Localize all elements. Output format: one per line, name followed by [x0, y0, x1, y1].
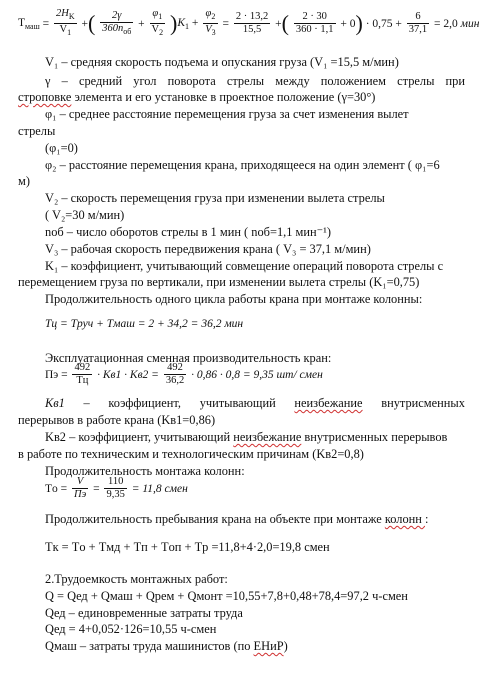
fraction: $\frac{492}{36,2}$: [165, 362, 185, 386]
definition-gamma-line2: строповке элемента и его установке в проектное положение (γ=30°): [18, 90, 376, 104]
cycle-heading: Продолжительность одного цикла работы крана при монтаже колонны:: [45, 292, 423, 306]
definition-v2-line2: ( V₂=30 м/мин): [45, 208, 125, 222]
fraction: $\frac{2 \cdot 30}{360 \cdot 1,1}$: [295, 11, 334, 35]
definition-gamma-line1: γ – средний угол поворота стрелы между положением стрелы при: [45, 74, 465, 88]
definition-nob: nоб – число оборотов стрелы в 1 мин ( nоб=1,1 мин⁻¹): [45, 225, 332, 239]
labor-heading: 2.Трудоемкость монтажных работ:: [45, 572, 228, 586]
definition-v3: V₃ – рабочая скорость передвижения крана ( V₃ = 37,1 м/мин): [45, 242, 371, 256]
definition-k1-line1: K₁ – коэффициент, учитывающий совмещение операций поворота стрелы с: [45, 259, 444, 273]
fraction: $\frac{2\gamma}{360n_{об}}$: [102, 9, 132, 36]
definition-phi1-line2: стрелы: [18, 124, 56, 138]
definition-phi1-value: (φ₁=0): [45, 141, 78, 155]
productivity-heading: Эксплуатационная сменная производительность кран:: [45, 351, 332, 365]
fraction: $\frac{6}{37,1}$: [408, 11, 428, 35]
definition-phi1-line1: φ₁ – среднее расстояние перемещения груза за счет изменения вылет: [45, 107, 409, 121]
fraction: $\frac{2H_K}{V_1}$: [56, 8, 75, 37]
fraction: $\frac{\varphi_1}{V_2}$: [151, 8, 164, 37]
definition-v2-line1: V₂ – скорость перемещения груза при изменении вылета стрелы: [45, 191, 385, 205]
fraction: $\frac{\varphi_2}{V_3}$: [205, 8, 216, 37]
definition-v1: V₁ – средняя скорость подъема и опускания груза (V₁ =15,5 м/мин): [45, 55, 399, 69]
cycle-formula: Tц = Tруч + Tмаш = 2 + 34,2 = 36,2 мин: [45, 318, 244, 330]
stay-formula: Tк = Tо + Tмд + Tп + Tоп + Tр =11,8+4·2,0=19,8 смен: [45, 540, 330, 554]
qed-definition: Qед – единовременные затраты труда: [45, 606, 243, 620]
definition-kb2-line1: Kв2 – коэффициент, учитывающий неизбежание внутрисменных перерывов: [45, 430, 448, 444]
qmash-definition: Qмаш – затраты труда машинистов (по ЕНиР): [45, 639, 288, 653]
mounting-heading: Продолжительность монтажа колонн:: [45, 464, 245, 478]
mounting-formula: Tо = $\frac{V}{Пэ}$ = $\frac{110}{9,35}$ = 11,8 смен: [45, 476, 188, 500]
definition-k1-line2: перемещением груза по вертикали, при изменении вылета стрелы (K₁=0,75): [18, 275, 420, 289]
definition-kb1-line1: Kв1 – коэффициент, учитывающий неизбежание внутрисменных: [45, 396, 465, 410]
labor-formula: Q = Qед + Qмаш + Qрем + Qмонт =10,55+7,8+0,48+78,4=97,2 ч-смен: [45, 589, 408, 603]
definition-phi2-line1: φ₂ – расстояние перемещения крана, приходящееся на один элемент ( φ₁=6: [45, 158, 440, 172]
fraction: $\frac{2 \cdot 13,2}{15,5}$: [235, 11, 269, 35]
stay-heading: Продолжительность пребывания крана на объекте при монтаже колонн :: [45, 512, 429, 526]
fraction: $\frac{492}{Tц}$: [74, 362, 91, 386]
cycle-time-formula: $T_{маш}$ = $\frac{2H_K}{V_1}$ +( $\frac{2\gamma}{360n_{об}}$ + $\frac{\varphi_1}{V_2}$ )$K_1$ + $\frac{\varphi_2}{V_3}$ = $\frac{2 \cdot 13,2}{15,5}$ +( $\frac{2 \cdot 30}{360 \cdot 1,1}$ + 0) · 0,75 + $\frac{6}{37,1}$ = 2,0 мин: [18, 8, 480, 37]
definition-phi2-line2: м): [18, 174, 30, 188]
fraction: $\frac{110}{9,35}$: [106, 476, 125, 500]
definition-kb2-line2: в работе по техническим и технологическим причинам (Kв2=0,8): [18, 447, 364, 461]
qed-calculation: Qед = 4+0,052·126=10,55 ч-смен: [45, 622, 217, 636]
definition-kb1-line2: перерывов в работе крана (Kв1=0,86): [18, 413, 216, 427]
fraction: $\frac{V}{Пэ}$: [74, 476, 87, 500]
productivity-formula: Пэ = $\frac{492}{Tц}$ · Kв1 · Kв2 = $\frac{492}{36,2}$ · 0,86 · 0,8 = 9,35 шт/ смен: [45, 362, 323, 386]
